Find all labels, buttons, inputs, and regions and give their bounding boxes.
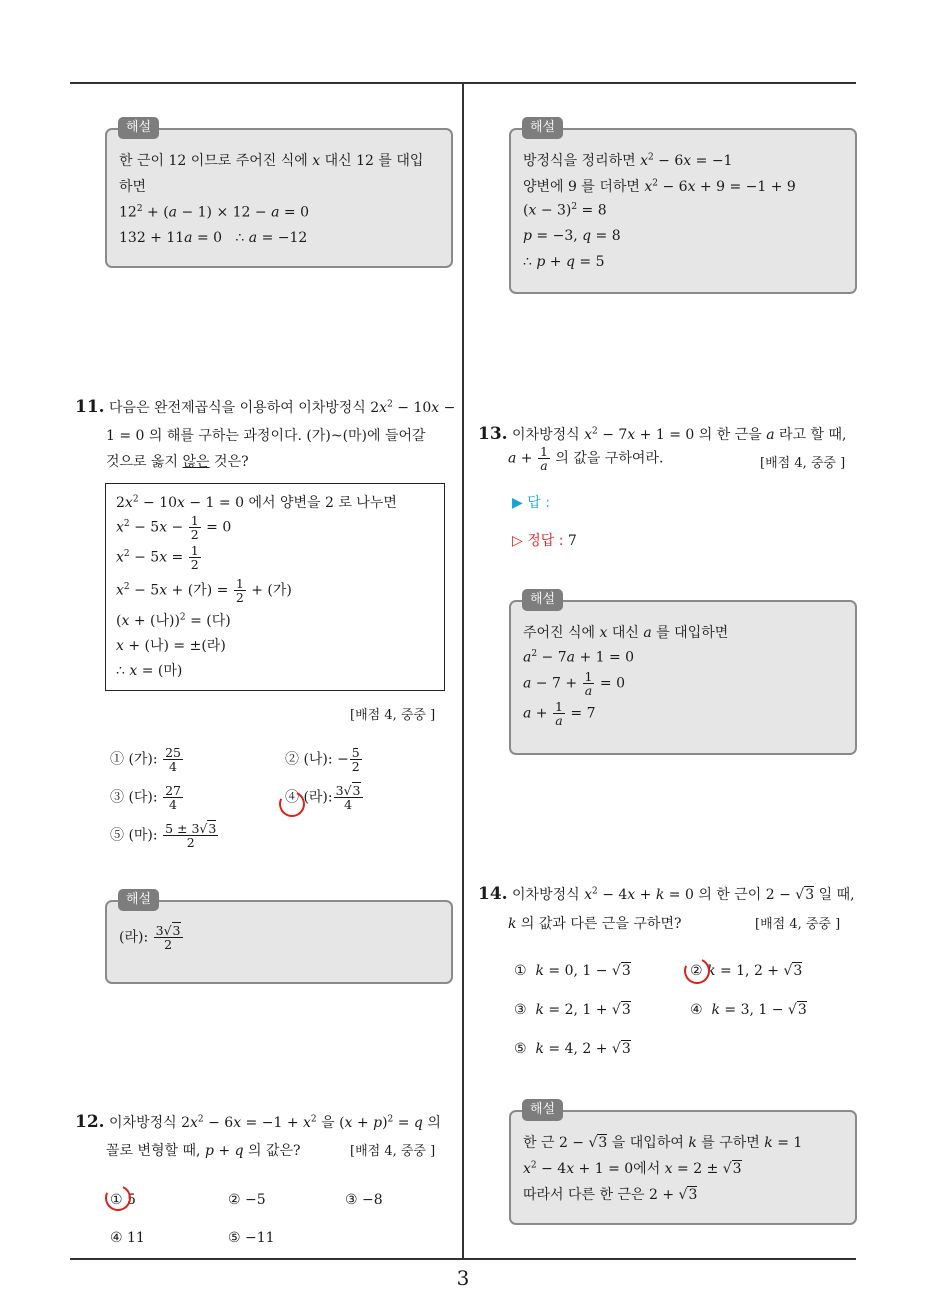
- q11-question: 11. 다음은 완전제곱식을 이용하여 이차방정식 $2x^2 - 10x$ −: [75, 397, 456, 417]
- q11-number: 11.: [75, 397, 105, 417]
- process-line: $2x^2 - 10x - 1 = 0$ 에서 양변을 2 로 나누면: [116, 494, 397, 511]
- process-line: ∴ x = (마): [116, 663, 183, 679]
- solution-line: $12^2 + (a - 1) \times 12 - a = 0$: [119, 204, 309, 221]
- solution-tag: 해설: [522, 1099, 563, 1121]
- solution-line: a + $\frac{1}{a}$ = 7: [523, 699, 596, 729]
- q11-choice-5[interactable]: ⑤ (마): $\frac{5 \pm 3√3}{2}$: [110, 821, 217, 851]
- q14-choice-4[interactable]: ④ k = 3, 1 − √3: [690, 1002, 807, 1018]
- q13-number: 13.: [478, 424, 508, 444]
- q12-choice-2[interactable]: ② −5: [228, 1192, 266, 1208]
- q12-number: 12.: [75, 1112, 105, 1132]
- solution-box-q13: [509, 600, 857, 755]
- q13-question-line2: a + $\frac{1}{a}$ 의 값을 구하여라.: [508, 444, 664, 474]
- q12-choice-5[interactable]: ⑤ −11: [228, 1230, 275, 1246]
- q13-question: 13. 이차방정식 $x^2 - 7x + 1 = 0$ 의 한 근을 a 라고 할 때,: [478, 424, 847, 444]
- bottom-rule: [70, 1258, 856, 1260]
- solution-tag: 해설: [522, 117, 563, 139]
- q14-choice-3[interactable]: ③ k = 2, 1 + √3: [514, 1002, 631, 1018]
- process-line: (x + (나))$^2$ = (다): [116, 612, 231, 629]
- solution-box-q11: [105, 900, 453, 984]
- process-line: x + (나) = ±(라): [116, 638, 226, 654]
- solution-box-q10: [105, 128, 453, 268]
- solution-tag: 해설: [118, 889, 159, 911]
- q12-score: [배점 4, 중중 ]: [350, 1144, 436, 1159]
- q13-correct-answer: [512, 530, 577, 550]
- process-line: $x^2 - 5x$ − $\frac{1}{2}$ = 0: [116, 513, 232, 543]
- solution-box-q14: [509, 1110, 857, 1225]
- q12-question-line2: 꼴로 변형할 때, p + q 의 값은?: [106, 1143, 301, 1159]
- column-divider: [462, 82, 464, 1259]
- process-line: $x^2 - 5x$ + (가) = $\frac{1}{2}$ + (가): [116, 576, 292, 606]
- solution-tag: 해설: [118, 117, 159, 139]
- q11-choice-3[interactable]: ③ (다): $\frac{27}{4}$: [110, 783, 181, 813]
- process-line: $x^2 - 5x$ = $\frac{1}{2}$: [116, 543, 199, 573]
- q13-answer-label: ▶ 답 :: [512, 495, 550, 511]
- q14-question: 14. 이차방정식 $x^2 - 4x + k = 0$ 의 한 근이 2 − √3 일 때,: [478, 884, 855, 904]
- solution-line: 양변에 9 를 더하면 $x^2 - 6x + 9 = -1 + 9$: [523, 178, 796, 195]
- solution-line: $a^2 - 7a + 1 = 0$: [523, 649, 635, 666]
- q11-choice-4[interactable]: ④ (라): $\frac{3√3}{4}$: [285, 783, 361, 813]
- solution-box-q12: [509, 128, 857, 294]
- q11-process-box: [105, 483, 445, 691]
- q12-question: 12. 이차방정식 $2x^2 - 6x = -1 + x^2$ 을 $(x + p)^2 = q$ 의: [75, 1112, 441, 1132]
- q11-question-line2: 1 = 0 의 해를 구하는 과정이다. (가)~(마)에 들어갈: [106, 428, 426, 444]
- q14-question-line2: k 의 값과 다른 근을 구하면?: [508, 916, 682, 932]
- page-number: 3: [456, 1266, 470, 1290]
- solution-line: 따라서 다른 한 근은 2 + √3: [523, 1187, 698, 1203]
- q14-number: 14.: [478, 884, 508, 904]
- correct-value: 7: [567, 533, 577, 549]
- q14-choice-1[interactable]: ① k = 0, 1 − √3: [514, 963, 631, 979]
- q14-choice-2[interactable]: ② k = 1, 2 + √3: [690, 963, 803, 979]
- q11-choice-2[interactable]: ② (나): − $\frac{5}{2}$: [285, 745, 360, 775]
- solution-line: $x^2 - 4x + 1 = 0$에서 x = 2 ± √3: [523, 1160, 742, 1177]
- solution-line: $(x - 3)^2 = 8$: [523, 202, 607, 219]
- q11-question-line3: 것으로 옳지 않은 것은?: [106, 454, 249, 470]
- q12-choice-4[interactable]: ④ 11: [110, 1230, 145, 1246]
- q11-score: [배점 4, 중중 ]: [350, 708, 436, 723]
- solution-line: 한 근이 12 이므로 주어진 식에 x 대신 12 를 대입: [119, 153, 424, 169]
- solution-line: 주어진 식에 x 대신 a 를 대입하면: [523, 625, 729, 641]
- q13-score: [배점 4, 중중 ]: [760, 456, 846, 471]
- q14-score: [배점 4, 중중 ]: [755, 917, 841, 932]
- solution-line: (라): $\frac{3√3}{2}$: [119, 923, 181, 953]
- q12-choice-1[interactable]: ① 5: [110, 1192, 136, 1208]
- solution-line: ∴ p + q = 5: [523, 254, 605, 270]
- correct-label: ▷ 정답 :: [512, 533, 564, 549]
- q14-choice-5[interactable]: ⑤ k = 4, 2 + √3: [514, 1041, 631, 1057]
- selected-mark-q14: [680, 954, 713, 987]
- q12-choice-3[interactable]: ③ −8: [345, 1192, 383, 1208]
- selected-mark-q12: [101, 1181, 134, 1214]
- solution-line: 한 근 2 − √3 을 대입하여 k 를 구하면 k = 1: [523, 1135, 803, 1151]
- solution-line: 방정식을 정리하면 $x^2 - 6x = -1$: [523, 152, 733, 169]
- solution-tag: 해설: [522, 589, 563, 611]
- q11-choice-1[interactable]: ① (가): $\frac{25}{4}$: [110, 745, 181, 775]
- solution-line: p = −3, q = 8: [523, 228, 621, 244]
- solution-line: 하면: [119, 179, 147, 195]
- solution-line: 132 + 11a = 0 ∴ a = −12: [119, 230, 308, 246]
- solution-line: a − 7 + $\frac{1}{a}$ = 0: [523, 669, 626, 699]
